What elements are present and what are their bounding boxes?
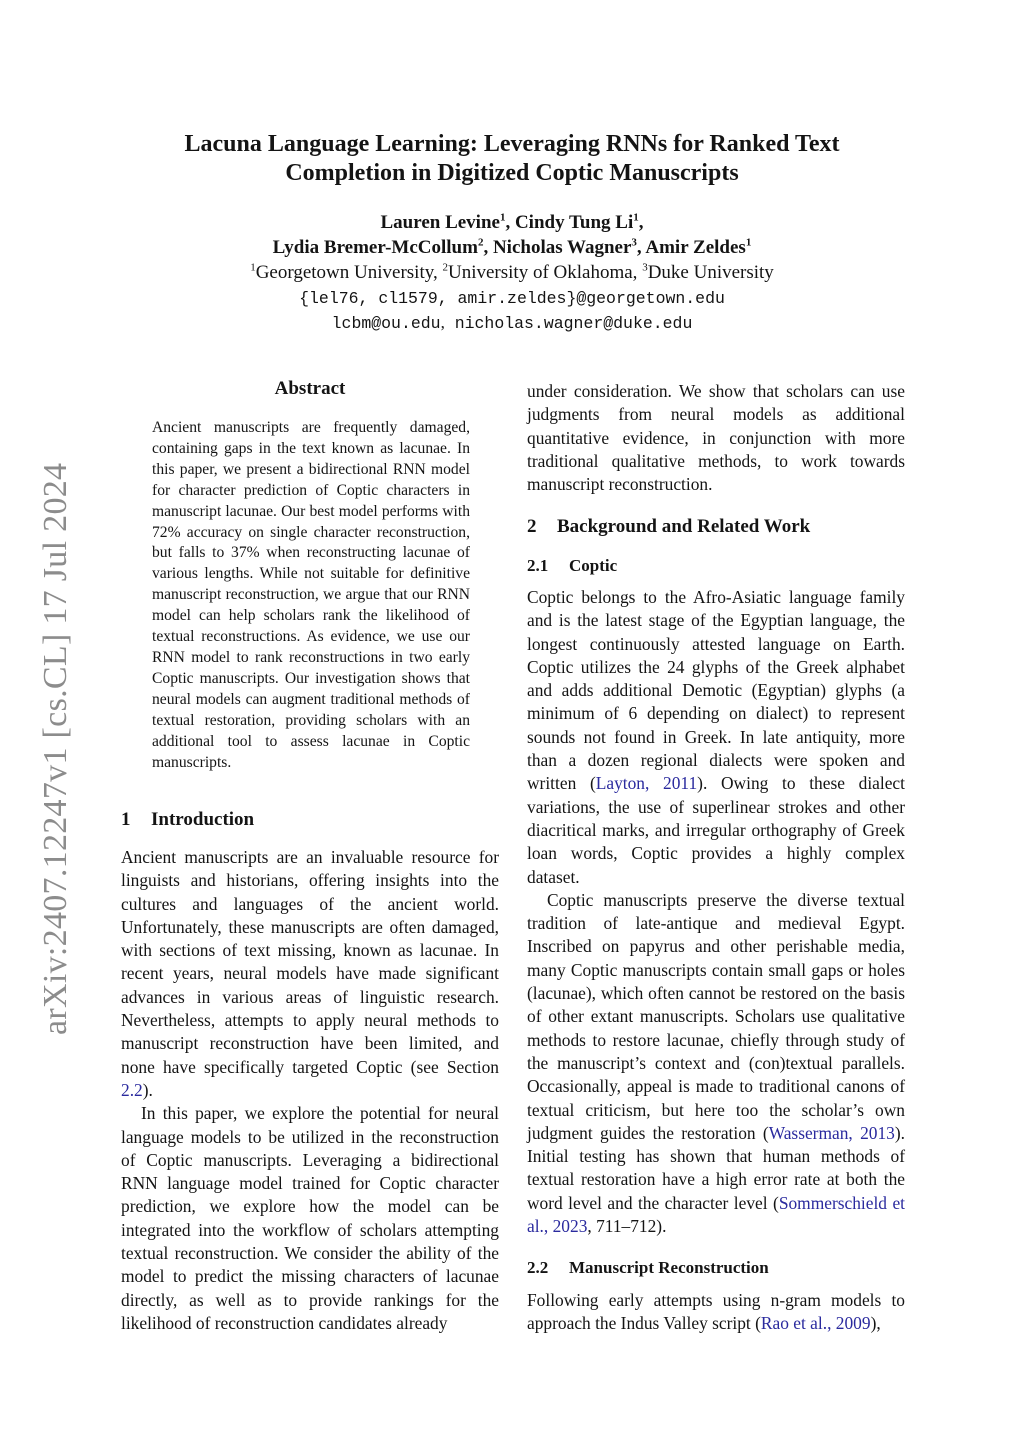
affiliations bbox=[0, 261, 1024, 285]
paragraph-text: , 711–712). bbox=[587, 1216, 667, 1237]
affiliation: Georgetown University, bbox=[255, 262, 438, 283]
subsection-title: Coptic bbox=[569, 556, 618, 575]
paragraph bbox=[527, 889, 905, 1238]
affil-mark: 2 bbox=[442, 261, 448, 274]
email: lcbm@ou.edu bbox=[331, 314, 441, 333]
author-affil-mark: 1 bbox=[633, 211, 639, 224]
citation-author: Wasserman bbox=[768, 1122, 849, 1143]
citation-separator: , bbox=[827, 1313, 836, 1334]
subsection-heading-manuscript-reconstruction bbox=[527, 1257, 769, 1279]
affil-mark: 3 bbox=[642, 261, 648, 274]
coptic-section-body bbox=[527, 586, 905, 1238]
affiliation: University of Oklahoma, bbox=[448, 262, 638, 283]
authors-line-2: Lydia Bremer-McCollum$^2$, Nicholas Wagner$^3$, Amir Zeldes$^1$ bbox=[272, 236, 752, 258]
citation-author: Sommerschield et al. bbox=[527, 1192, 905, 1237]
citation-link[interactable] bbox=[596, 773, 697, 793]
citation-author: Layton bbox=[595, 773, 645, 794]
email-separator: , bbox=[440, 313, 445, 332]
section-heading-introduction bbox=[121, 808, 254, 832]
citation-separator: , bbox=[543, 1216, 553, 1237]
paragraph-text: ). Initial testing has shown that human methods of textual restoration have a high error rate at both the word level and the character level ( bbox=[527, 1122, 905, 1213]
citation-year: 2011 bbox=[663, 773, 698, 794]
citation-link[interactable] bbox=[761, 1313, 871, 1333]
authors-line-1: Lauren Levine$^1$, Cindy Tung Li$^1$, bbox=[380, 211, 644, 233]
subsection-heading-coptic bbox=[527, 555, 617, 577]
section-heading-background bbox=[527, 515, 810, 539]
paragraph-text: ). Owing to these dialect variations, the use of superlinear strokes and other diacritical marks, and irregular orthography of Greek loan words, Coptic provides a highly complex dataset. bbox=[527, 773, 905, 887]
email-line-2 bbox=[0, 311, 1024, 336]
section-title: Background and Related Work bbox=[557, 516, 811, 537]
paragraph: In this paper, we explore the potential for neural language models to be utilized in the reconstruction of Coptic manuscripts. Leveraging a bidirectional RNN language model trained for Coptic character prediction, we explore how the model can be integrated into the workflow of scholars attempting textual reconstruction. We consider the ability of the model to predict the missing characters of lacunae directly, as well as to provide rankings for the likelihood of reconstruction candidates already bbox=[121, 1103, 499, 1333]
section-number: 1 bbox=[121, 809, 131, 830]
abstract-text: Ancient manuscripts are frequently damaged, containing gaps in the text known as lacunae. In this paper, we present a bidirectional RNN model for character prediction of Coptic characters in manuscript lacunae. Our best model performs with 72% accuracy on single character reconstruction, but falls to 37% when reconstructing lacunae of various lengths. While not suitable for definitive manuscript reconstruction, we argue that our RNN model can help scholars rank the likelihood of textual reconstructions. As evidence, we use our RNN model to rank reconstructions in two early Coptic manuscripts. Our investigation shows that neural models can augment traditional methods of textual restoration, providing scholars with an additional tool to assess lacunae in Coptic manuscripts. bbox=[152, 419, 470, 771]
abstract-heading: Abstract bbox=[274, 378, 346, 399]
section-number: 2 bbox=[527, 516, 537, 537]
affiliation: Duke University bbox=[647, 262, 774, 283]
title-line-1: Lacuna Language Learning: Leveraging RNNs for Ranked Text bbox=[184, 131, 840, 157]
citation-year: 2013 bbox=[860, 1122, 895, 1143]
author-name: Amir Zeldes bbox=[645, 237, 746, 258]
author-affil-mark: 3 bbox=[631, 236, 637, 249]
paragraph bbox=[527, 586, 905, 889]
affil-mark: 1 bbox=[250, 261, 256, 274]
citation-separator: , bbox=[645, 773, 664, 794]
author-name: Nicholas Wagner bbox=[492, 237, 632, 258]
introduction-continuation: under consideration. We show that scholars can use judgments from neural models as additional quantitative evidence, in conjunction with more traditional qualitative methods, to work towards manuscript reconstruction. bbox=[527, 381, 905, 495]
paragraph-text: Ancient manuscripts are an invaluable resource for linguists and historians, offering insights into the cultures and languages of the ancient world. Unfortunately, these manuscripts are often damaged, with sections of text missing, known as lacunae. In recent years, neural models have made significant advances in various areas of linguistic research. Nevertheless, attempts to apply neural methods to manuscript reconstruction have been limited, and none have specifically targeted Coptic (see Section bbox=[121, 847, 499, 1077]
email-block bbox=[0, 287, 1024, 336]
email-line-1: {lel76, cl1579, amir.zeldes}@georgetown.edu bbox=[299, 289, 725, 308]
citation-separator: , bbox=[848, 1122, 861, 1143]
introduction-body bbox=[121, 846, 499, 1335]
paragraph bbox=[527, 1289, 905, 1336]
author-name: Cindy Tung Li bbox=[514, 212, 634, 233]
title-line-2: Completion in Digitized Coptic Manuscripts bbox=[285, 160, 739, 186]
arxiv-identifier: arXiv:2407.12247v1 [cs.CL] 17 Jul 2024 bbox=[37, 462, 74, 1035]
paper-title bbox=[0, 130, 1024, 188]
author-affil-mark: 2 bbox=[477, 236, 484, 249]
citation-year: 2009 bbox=[835, 1313, 871, 1334]
paragraph-text: ). bbox=[142, 1079, 153, 1100]
paragraph bbox=[121, 846, 499, 1102]
subsection-number: 2.1 bbox=[527, 556, 549, 575]
citation-year: 2023 bbox=[552, 1216, 588, 1237]
author-affil-mark: 1 bbox=[745, 236, 752, 249]
manuscript-reconstruction-body bbox=[527, 1289, 905, 1336]
paragraph-text: Coptic manuscripts preserve the diverse textual tradition of late-antique and medieval Egypt. Inscribed on papyrus and other perishable media, many Coptic manuscripts contain small gaps or holes (lacunae), which often cannot be restored on the basis of other extant manuscripts. Scholars use qualitative methods to restore lacunae, chiefly through study of the manuscript’s context and (con)textual parallels. Occasionally, appeal is made to traditional canons of textual criticism, but here too the scholar’s own judgment guides the restoration ( bbox=[527, 889, 905, 1143]
author-name: Lauren Levine bbox=[380, 212, 500, 233]
author-affil-mark: 1 bbox=[499, 211, 506, 224]
paragraph-text: Coptic belongs to the Afro-Asiatic language family and is the latest stage of the Egyptian language, the longest continuously attested language on Earth. Coptic utilizes the 24 glyphs of the Greek alphabet and adds additional Demotic (Egyptian) glyphs (a minimum of 6 depending on dialect) to represent sounds not found in Greek. In late antiquity, more than a dozen regional dialects were spoken and written ( bbox=[527, 587, 905, 794]
citation-link[interactable] bbox=[769, 1123, 895, 1143]
citation-author: Rao et al. bbox=[760, 1313, 828, 1334]
subsection-title: Manuscript Reconstruction bbox=[569, 1258, 769, 1277]
section-title: Introduction bbox=[151, 809, 255, 830]
paragraph-text: Following early attempts using n-gram models to approach the Indus Valley script ( bbox=[527, 1290, 905, 1334]
author-name: Lydia Bremer-McCollum bbox=[272, 237, 478, 258]
author-list bbox=[0, 210, 1024, 260]
subsection-number: 2.2 bbox=[527, 1258, 549, 1277]
section-reference-link[interactable]: 2.2 bbox=[121, 1079, 143, 1100]
email: nicholas.wagner@duke.edu bbox=[454, 314, 693, 333]
paragraph-text: ), bbox=[870, 1313, 881, 1334]
